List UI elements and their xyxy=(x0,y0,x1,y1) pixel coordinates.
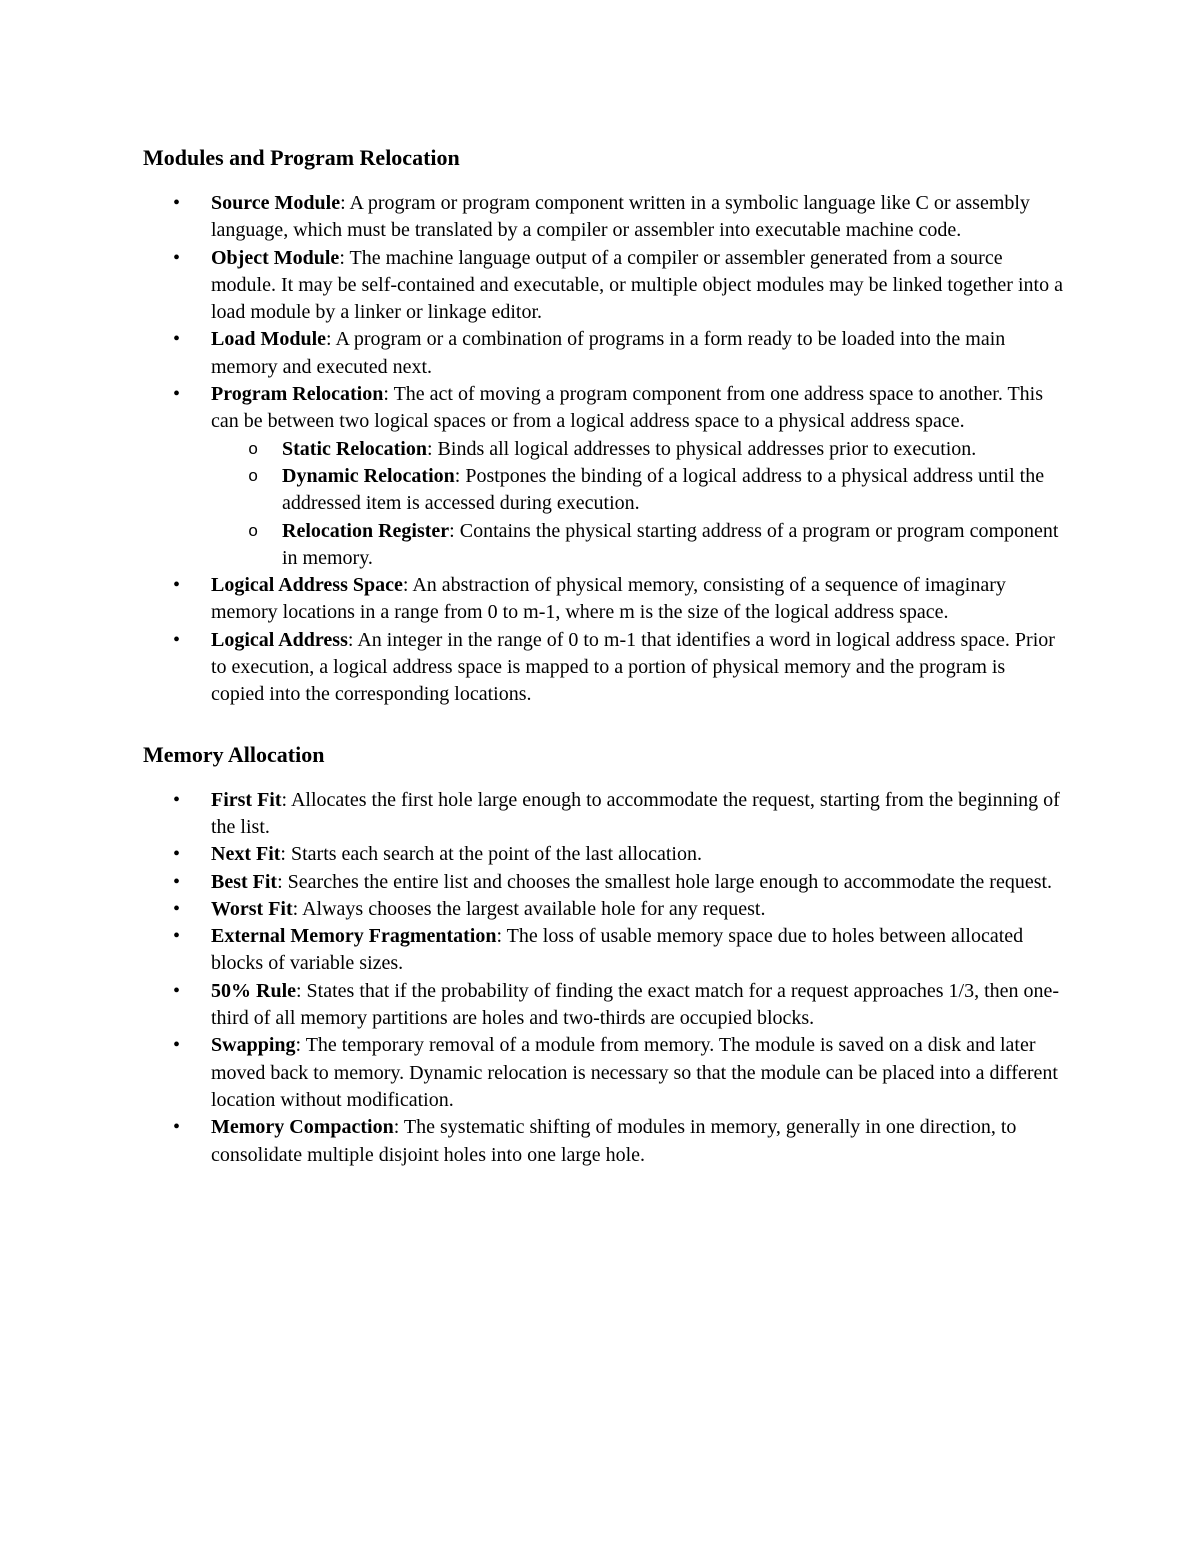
definition: : The loss of usable memory space due to holes between allocated blocks of variable sizes. xyxy=(211,925,1024,975)
sub-definition-list xyxy=(211,436,1063,572)
definition: : Allocates the first hole large enough to accommodate the request, starting from the beginning of the list. xyxy=(211,788,1060,838)
bullet-icon: • xyxy=(173,246,181,269)
bullet-icon: • xyxy=(173,788,181,811)
definition: : States that if the probability of finding the exact match for a request approaches 1/3, then one-third of all memory partitions are holes and two-thirds are occupied blocks. xyxy=(211,979,1060,1030)
definition-list xyxy=(143,190,1063,709)
definition: : Postpones the binding of a logical address to a physical address until the addressed item is accessed during execution. xyxy=(282,464,1045,515)
definition: : Searches the entire list and chooses the smallest hole large enough to accommodate the request. xyxy=(277,870,1053,893)
bullet-icon: • xyxy=(173,979,181,1002)
list-item xyxy=(143,978,1063,1033)
term: 50% Rule xyxy=(211,979,296,1002)
sub-list-item xyxy=(211,436,1063,463)
term: Source Module xyxy=(211,192,341,214)
circle-bullet-icon: o xyxy=(248,440,259,460)
definition: : Binds all logical addresses to physical addresses prior to execution. xyxy=(426,437,977,460)
sub-list-item xyxy=(211,463,1063,518)
bullet-icon: • xyxy=(173,870,181,893)
term: Static Relocation xyxy=(282,437,427,460)
term: Worst Fit xyxy=(211,897,293,920)
definition: : The act of moving a program component from one address space to another. This can be between two logical spaces or from a logical address space to a physical address space. xyxy=(211,383,1044,433)
definition: : An abstraction of physical memory, consisting of a sequence of imaginary memory locations in a range from 0 to m-1, where m is the size of the logical address space. xyxy=(211,574,1006,624)
definition: : Contains the physical starting address of a program or program component in memory. xyxy=(282,519,1059,569)
definition: : Always chooses the largest available hole for any request. xyxy=(292,897,766,920)
bullet-icon: • xyxy=(173,1116,181,1139)
list-item xyxy=(143,326,1063,381)
bullet-icon: • xyxy=(173,192,181,214)
list-item xyxy=(143,572,1063,627)
list-item xyxy=(143,787,1063,842)
list-item xyxy=(143,245,1063,327)
definition: : A program or program component written in a symbolic language like C or assembly language, which must be translated by a compiler or assembler into executable machine code. xyxy=(211,192,1030,242)
list-item xyxy=(143,190,1063,245)
bullet-icon: • xyxy=(173,628,181,651)
bullet-icon: • xyxy=(173,328,181,351)
definition: : The temporary removal of a module from memory. The module is saved on a disk and later moved back to memory. Dynamic relocation is necessary so that the module can be placed into a different location without modification. xyxy=(211,1034,1058,1111)
section-memory-allocation xyxy=(143,737,1063,1169)
definition: : Starts each search at the point of the last allocation. xyxy=(280,843,702,866)
term: External Memory Fragmentation xyxy=(211,925,497,948)
bullet-icon: • xyxy=(173,843,181,866)
bullet-icon: • xyxy=(173,574,181,597)
list-item xyxy=(143,381,1063,572)
definition: : The systematic shifting of modules in memory, generally in one direction, to consolidate multiple disjoint holes into one large hole. xyxy=(211,1116,1017,1166)
definition: : A program or a combination of programs in a form ready to be loaded into the main memory and executed next. xyxy=(211,328,1006,378)
term: Logical Address Space xyxy=(211,574,403,597)
definition: : The machine language output of a compiler or assembler generated from a source module. It may be self-contained and executable, or multiple object modules may be linked together into a load module by a linker or linkage editor. xyxy=(211,246,1063,324)
list-item xyxy=(143,1114,1063,1169)
list-item xyxy=(143,896,1063,923)
sub-list-item xyxy=(211,518,1063,573)
list-item xyxy=(143,841,1063,868)
term: Program Relocation xyxy=(211,383,384,406)
section-heading: Memory Allocation xyxy=(143,741,325,767)
circle-bullet-icon: o xyxy=(248,522,259,542)
term: Relocation Register xyxy=(282,519,450,542)
term: Best Fit xyxy=(211,870,278,893)
list-item xyxy=(143,869,1063,896)
section-heading: Modules and Program Relocation xyxy=(143,145,460,170)
bullet-icon: • xyxy=(173,1034,181,1057)
list-item xyxy=(143,923,1063,978)
term: Load Module xyxy=(211,328,327,351)
list-item xyxy=(143,627,1063,709)
bullet-icon: • xyxy=(173,383,181,406)
term: Logical Address xyxy=(211,628,348,651)
bullet-icon: • xyxy=(173,925,181,948)
definition: : An integer in the range of 0 to m-1 that identifies a word in logical address space. Prior to execution, a logical address space is mapped to a portion of physical memory and the program is copied into the corresponding locations. xyxy=(211,628,1055,706)
term: Dynamic Relocation xyxy=(282,464,455,487)
list-item xyxy=(143,1032,1063,1114)
term: Next Fit xyxy=(211,843,281,866)
definition-list xyxy=(143,787,1063,1169)
document-page xyxy=(143,140,1063,1169)
term: Swapping xyxy=(211,1034,296,1057)
term: First Fit xyxy=(211,788,282,811)
bullet-icon: • xyxy=(173,897,181,920)
section-modules-relocation xyxy=(143,140,1063,709)
circle-bullet-icon: o xyxy=(248,467,259,487)
term: Object Module xyxy=(211,246,340,269)
term: Memory Compaction xyxy=(211,1116,394,1139)
